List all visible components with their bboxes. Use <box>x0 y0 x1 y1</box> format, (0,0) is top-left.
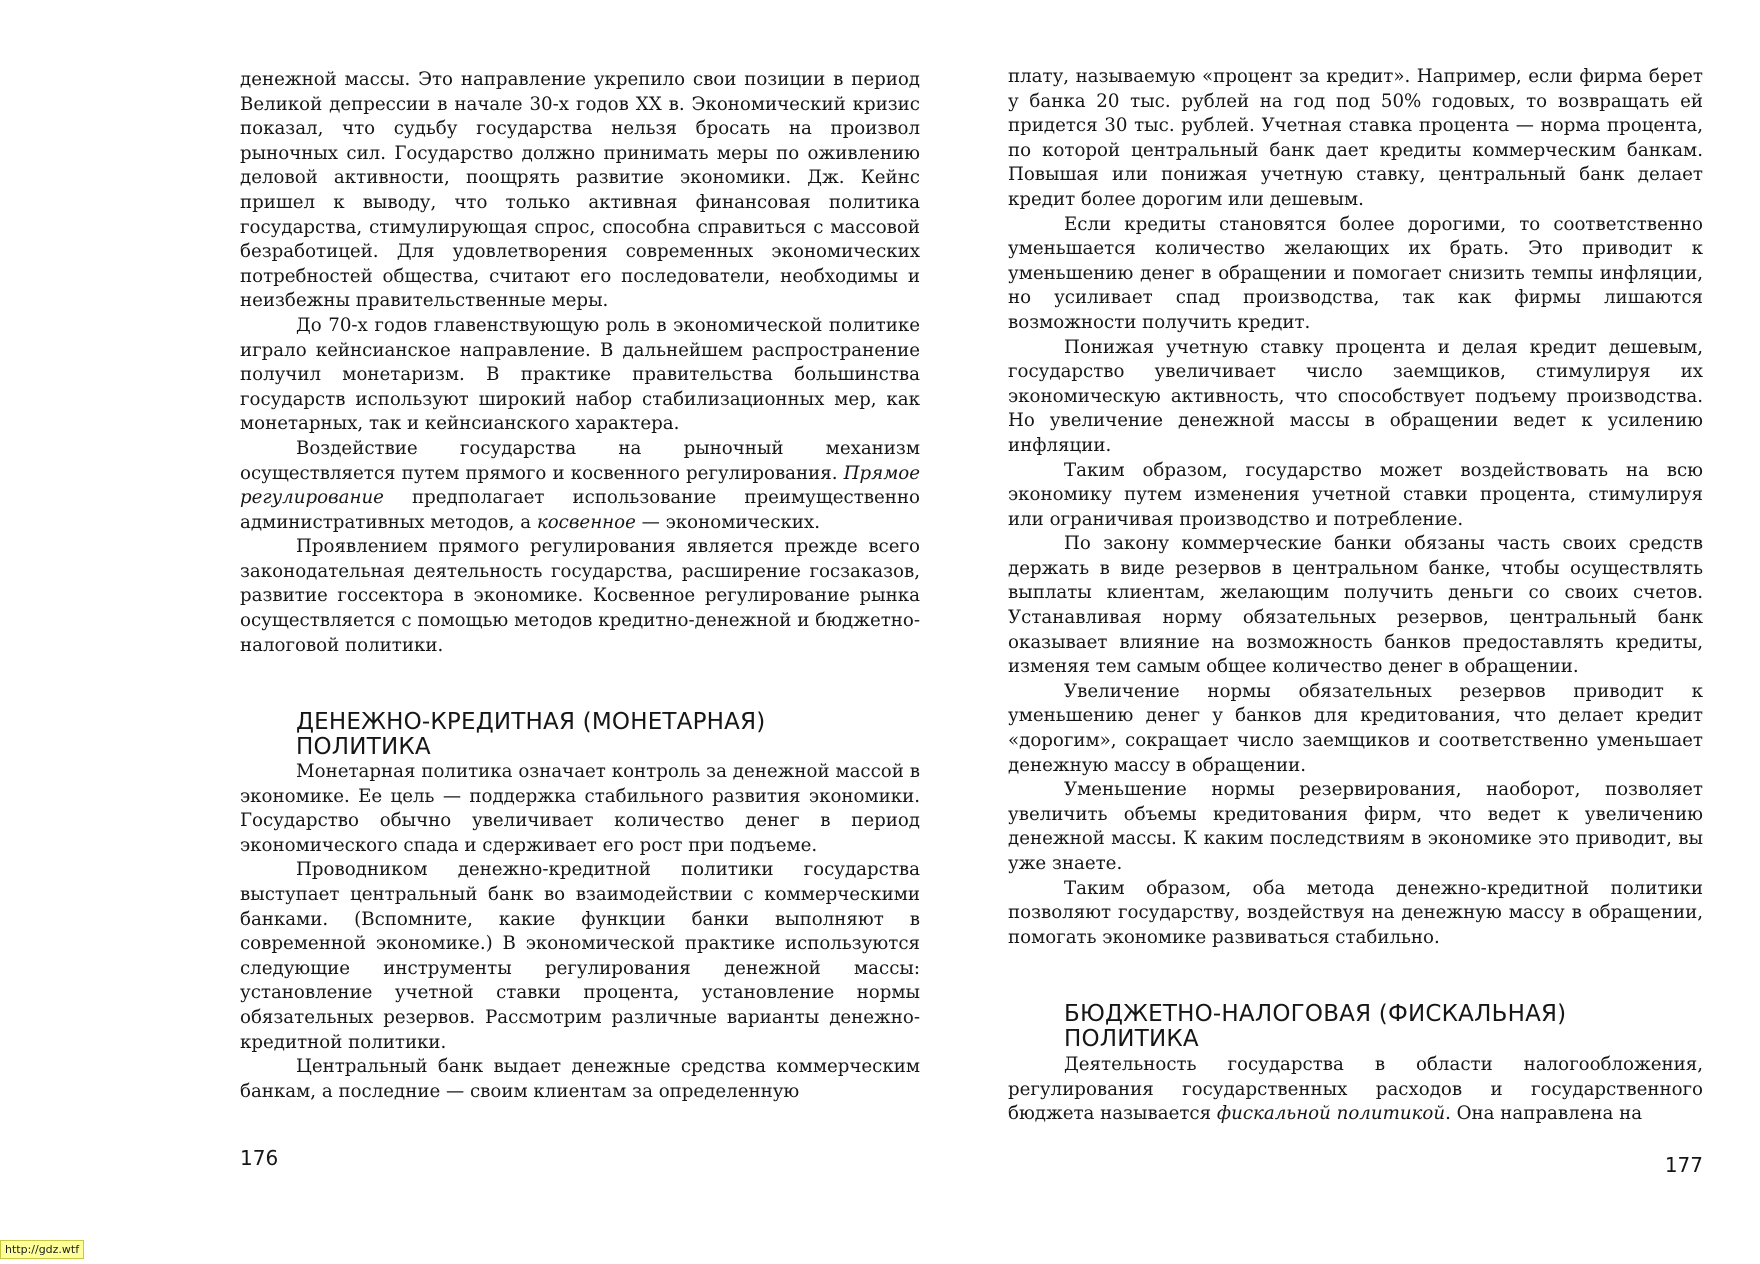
left-text-bottom <box>240 760 920 1104</box>
paragraph: Если кредиты становятся более дорогими, то соответственно уменьшается количество желающих их брать. Это приводит к уменьшению денег в обращении и помогает снизить темпы инфляции, но усиливает спад производства, так как фирмы лишаются возможности получить кредит. <box>1008 213 1703 333</box>
paragraph: плату, называемую «процент за кредит». Например, если фирма берет у банка 20 тыс. рублей на год под 50% годовых, то возвращать ей придется 30 тыс. рублей. Учетная ставка процента — норма процента, по которой центральный банк дает кредиты коммерческим банкам. Повышая или понижая учетную ставку, центральный банк делает кредит более дорогим или дешевым. <box>1008 66 1703 210</box>
paragraph: По закону коммерческие банки обязаны часть своих средств держать в виде резервов в центральном банке, чтобы осуществлять выплаты клиентам, желающим получить деньги со своих счетов. Устанавливая норму обязательных резервов, центральный банк оказывает влияние на возможность банков предоставлять кредиты, изменяя тем самым общее количество денег в обращении. <box>1008 533 1703 678</box>
paragraph: Увеличение нормы обязательных резервов приводит к уменьшению денег у банков для кредитования, что делает кредит «дорогим», сокращает число заемщиков и соответственно уменьшает денежную массу в обращении. <box>1008 680 1703 776</box>
right-page <box>1008 0 1703 1264</box>
right-text-top <box>1008 65 1703 950</box>
italic-term: косвенное <box>536 511 636 533</box>
left-page <box>240 0 920 1264</box>
paragraph: Проводником денежно-кредитной политики государства выступает центральный банк во взаимодействии с коммерческими банками. (Вспомните, какие функции банки выполняют в современной экономике.) В экономической практике используются следующие инструменты регулирования денежной массы: установление учетной ставки процента, установление нормы обязательных резервов. Рассмотрим различные варианты денежно-кредитной политики. <box>240 859 920 1053</box>
page-number: 176 <box>240 1146 279 1170</box>
right-text-bottom <box>1008 1053 1703 1127</box>
paragraph: Понижая учетную ставку процента и делая кредит дешевым, государство увеличивает число заемщиков, стимулируя их экономическую активность, что способствует подъему производства. Но увеличение денежной массы в обращении ведет к усилению инфляции. <box>1008 336 1703 456</box>
paragraph: Проявлением прямого регулирования является прежде всего законодательная деятельность государства, расширение госзаказов, развитие госсектора в экономике. Косвенное регулирование рынка осуществляется с помощью методов кредитно-денежной и бюджетно-налоговой политики. <box>240 536 920 656</box>
paragraph: Таким образом, государство может воздействовать на всю экономику путем изменения учетной ставки процента, стимулируя или ограничивая производство и потребление. <box>1008 459 1703 530</box>
paragraph: Таким образом, оба метода денежно-кредитной политики позволяют государству, воздействуя на денежную массу в обращении, помогать экономике развиваться стабильно. <box>1008 877 1703 948</box>
paragraph: денежной массы. Это направление укрепило свои позиции в период Великой депрессии в начале 30-х годов XX в. Экономический кризис показал, что судьбу государства нельзя бросать на произвол рыночных сил. Государство должно принимать меры по оживлению деловой активности, поощрять развитие экономики. Дж. Кейнс пришел к выводу, что только активная финансовая политика государства, стимулирующая спрос, способна справиться с массовой безработицей. Для удовлетворения современных экономических потребностей общества, считают его последователи, необходимы и неизбежны правительственные меры. <box>240 69 920 312</box>
italic-term: фискальной политикой <box>1216 1103 1446 1125</box>
section-heading-monetary: ДЕНЕЖНО-КРЕДИТНАЯ (МОНЕТАРНАЯ) ПОЛИТИКА <box>296 709 766 760</box>
italic-term: Прямое регулирование <box>240 462 920 509</box>
watermark-link[interactable]: http://gdz.wtf <box>0 1240 84 1259</box>
paragraph: Монетарная политика означает контроль за денежной массой в экономике. Ее цель — поддержка стабильного развития экономики. Государство обычно увеличивает количество денег в период экономического спада и сдерживает его рост при подъеме. <box>240 761 920 856</box>
paragraph: Центральный банк выдает денежные средства коммерческим банкам, а последние — своим клиентам за определенную <box>240 1056 920 1102</box>
paragraph: Деятельность государства в области налогообложения, регулирования государственных расходов и государственного бюджета называется фискальной политикой. Она направлена на <box>1008 1054 1703 1125</box>
paragraph: До 70-х годов главенствующую роль в экономической политике играло кейнсианское направление. В дальнейшем распространение получил монетаризм. В практике правительства большинства государств используют широкий набор стабилизационных мер, как монетарных, так и кейнсианского характера. <box>240 314 920 435</box>
left-text-top <box>240 68 920 658</box>
section-heading-fiscal: БЮДЖЕТНО-НАЛОГОВАЯ (ФИСКАЛЬНАЯ) ПОЛИТИКА <box>1064 1001 1567 1052</box>
paragraph: Воздействие государства на рыночный механизм осуществляется путем прямого и косвенного регулирования. Прямое регулирование предполагает использование преимущественно административных методов, а косвенное — экономических. <box>240 437 920 533</box>
paragraph: Уменьшение нормы резервирования, наоборот, позволяет увеличить объемы кредитования фирм, что ведет к увеличению денежной массы. К каким последствиям в экономике это приводит, вы уже знаете. <box>1008 779 1703 874</box>
page-number: 177 <box>1664 1153 1703 1177</box>
